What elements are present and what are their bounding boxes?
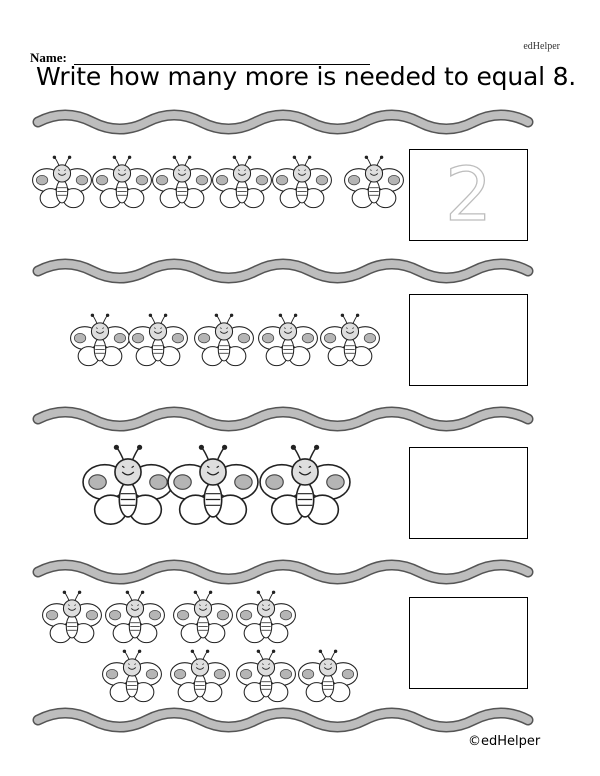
butterfly-icon <box>273 156 332 208</box>
butterfly-icon <box>259 314 318 366</box>
wavy-divider <box>38 264 528 278</box>
butterfly-icon <box>168 445 258 524</box>
butterfly-icon <box>299 650 358 702</box>
butterfly-icon <box>321 314 380 366</box>
answer-box-1[interactable] <box>409 149 528 241</box>
problem-3-butterflies <box>83 445 350 524</box>
answer-4 <box>410 598 527 688</box>
answer-3 <box>410 448 527 538</box>
butterfly-icon <box>195 314 254 366</box>
answer-box-4[interactable] <box>409 597 528 689</box>
wavy-divider <box>38 412 528 426</box>
butterfly-icon <box>213 156 272 208</box>
butterfly-icon <box>345 156 404 208</box>
butterfly-icon <box>237 650 296 702</box>
butterfly-icon <box>237 591 296 643</box>
brand-label: edHelper <box>523 41 560 52</box>
problem-1-butterflies <box>33 156 404 208</box>
answer-2 <box>410 295 527 385</box>
butterfly-icon <box>71 314 130 366</box>
copyright-text: ©edHelper <box>468 734 541 749</box>
name-label: Name: <box>30 50 67 65</box>
problem-4-butterflies <box>43 591 358 702</box>
butterfly-icon <box>153 156 212 208</box>
butterfly-icon <box>93 156 152 208</box>
page-title: Write how many more is needed to equal 8. <box>36 62 577 91</box>
wavy-divider <box>38 115 528 129</box>
butterfly-icon <box>171 650 230 702</box>
answer-1: 2 <box>444 152 493 238</box>
butterfly-icon <box>129 314 188 366</box>
butterfly-icon <box>174 591 233 643</box>
butterfly-icon <box>103 650 162 702</box>
answer-box-3[interactable] <box>409 447 528 539</box>
butterfly-icon <box>106 591 165 643</box>
butterfly-icon <box>33 156 92 208</box>
wavy-divider <box>38 713 528 727</box>
butterfly-icon <box>43 591 102 643</box>
answer-box-2[interactable] <box>409 294 528 386</box>
butterfly-icon <box>83 445 173 524</box>
wavy-divider <box>38 565 528 579</box>
problem-2-butterflies <box>71 314 380 366</box>
butterfly-icon <box>260 445 350 524</box>
